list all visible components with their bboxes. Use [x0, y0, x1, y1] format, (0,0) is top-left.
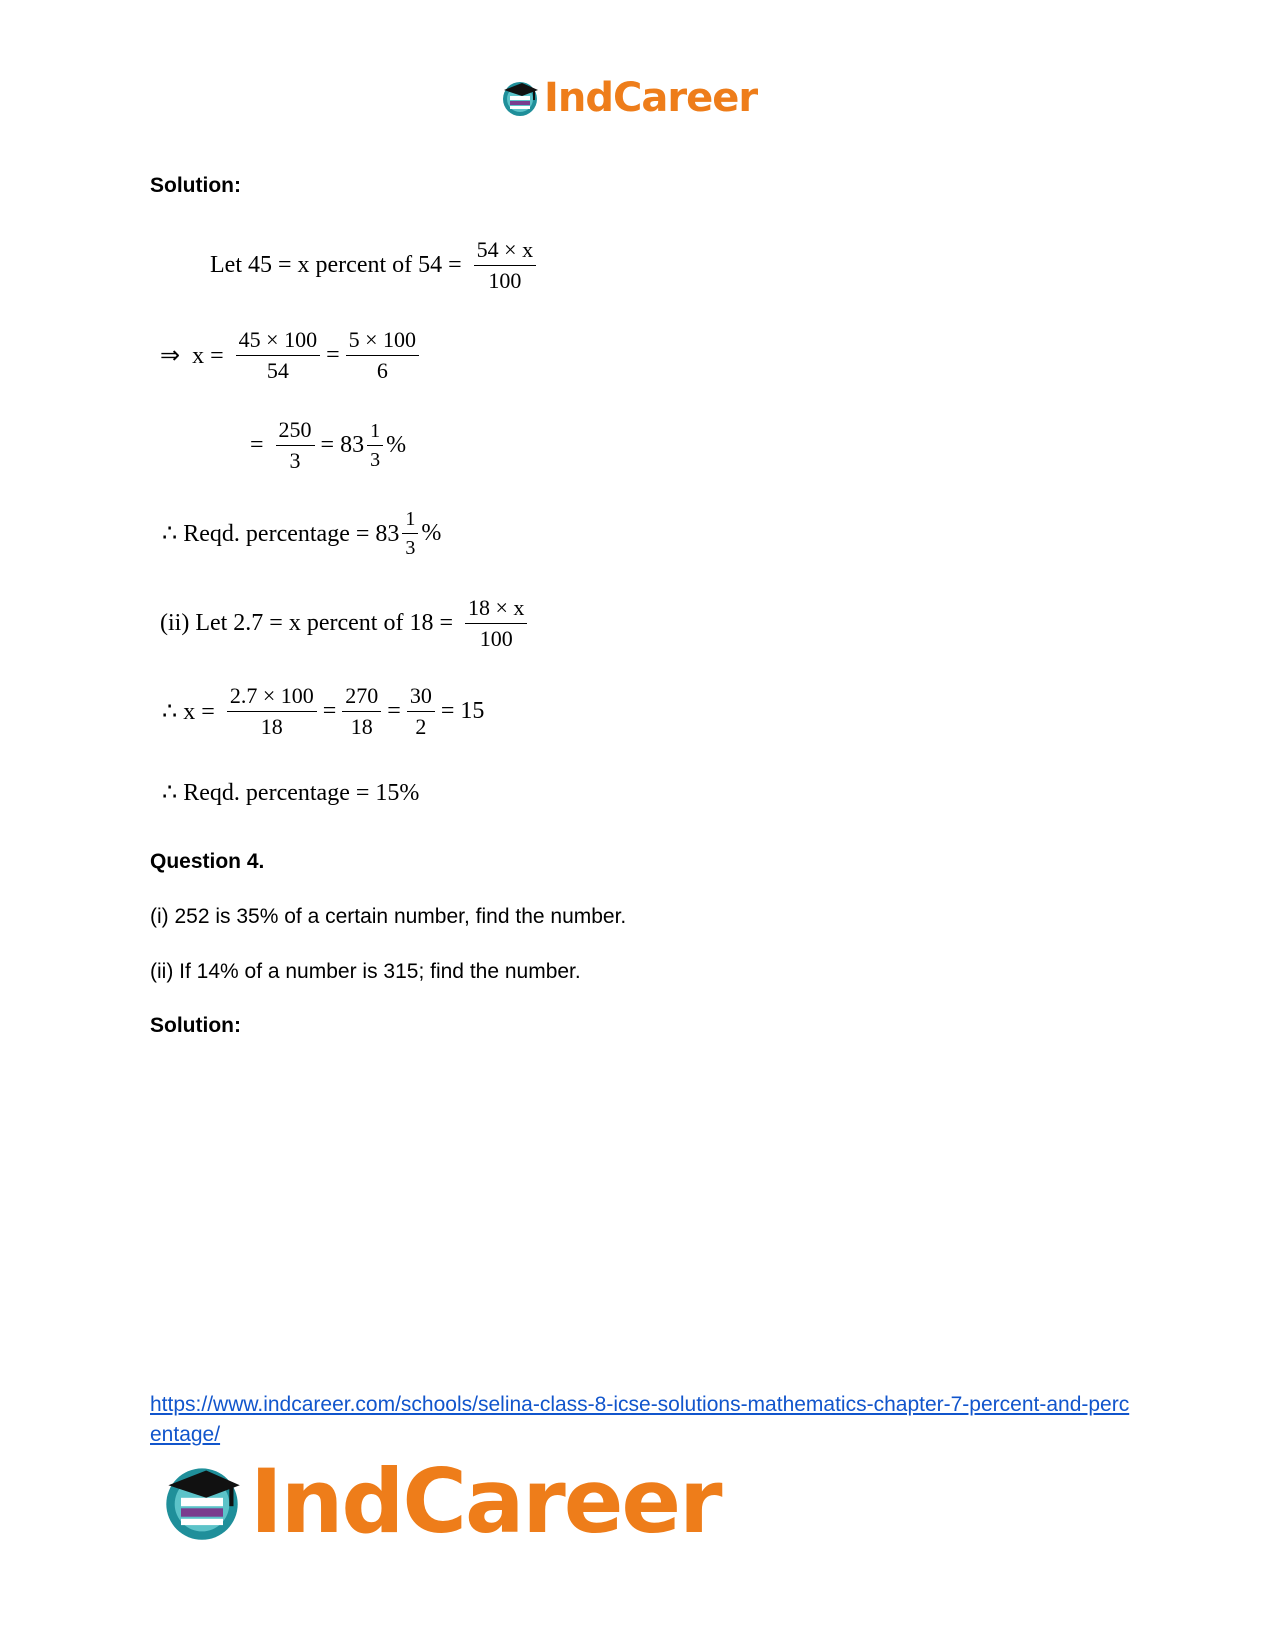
- percent-sign: %: [421, 520, 442, 546]
- numerator: 1: [367, 420, 383, 446]
- math-line-7: [162, 778, 419, 807]
- math-text: (ii) Let 2.7 = x percent of 18 =: [160, 610, 459, 637]
- logo-wordmark: IndCareer: [544, 75, 758, 121]
- source-link[interactable]: https://www.indcareer.com/schools/selina-class-8-icse-solutions-mathematics-chapter-7-percent-and-percentage/: [150, 1393, 1130, 1446]
- math-line-1: [210, 238, 542, 293]
- graduation-cap-logo-icon: [500, 78, 540, 118]
- percent-sign: %: [386, 432, 407, 459]
- fraction: [407, 684, 435, 739]
- math-text: ∴ x =: [162, 699, 221, 726]
- solution-heading-2: Solution:: [150, 1014, 241, 1037]
- denominator: 54: [266, 358, 289, 384]
- footer-logo: [160, 1450, 721, 1553]
- denominator: 18: [350, 714, 373, 740]
- denominator: 2: [415, 714, 427, 740]
- math-text: ∴ Reqd. percentage = 15%: [162, 780, 420, 806]
- graduation-cap-logo-icon: [160, 1460, 244, 1544]
- math-line-4: [162, 508, 441, 559]
- math-text: Let 45 = x percent of 54 =: [210, 252, 468, 279]
- numerator: 45 × 100: [236, 328, 320, 356]
- fraction: [474, 238, 536, 293]
- numerator: 5 × 100: [346, 328, 419, 356]
- solution-heading: Solution:: [150, 174, 241, 197]
- math-line-5: [160, 596, 533, 651]
- header-logo: [500, 75, 758, 121]
- question-part-2: (ii) If 14% of a number is 315; find the number.: [150, 960, 581, 983]
- equals-sign: =: [322, 698, 337, 725]
- math-text: ⇒ x =: [160, 343, 230, 370]
- denominator: 6: [376, 358, 388, 384]
- math-text: = 15: [440, 698, 485, 725]
- denominator: 3: [289, 448, 301, 474]
- logo-wordmark: IndCareer: [250, 1450, 721, 1553]
- denominator: 100: [479, 626, 513, 652]
- fraction: [276, 418, 315, 473]
- numerator: 1: [402, 508, 418, 534]
- fraction: [367, 420, 383, 471]
- math-line-2: [160, 328, 425, 383]
- fraction: [346, 328, 419, 383]
- numerator: 18 × x: [465, 596, 527, 624]
- math-line-3: [250, 418, 406, 473]
- math-text: = 83: [320, 432, 365, 459]
- question-part-1: (i) 252 is 35% of a certain number, find the number.: [150, 905, 627, 928]
- math-line-6: [162, 684, 484, 739]
- numerator: 2.7 × 100: [227, 684, 317, 712]
- numerator: 54 × x: [474, 238, 536, 266]
- fraction: [342, 684, 381, 739]
- denominator: 18: [260, 714, 283, 740]
- equals-sign: =: [387, 698, 401, 725]
- fraction: [402, 508, 418, 559]
- fraction: [236, 328, 320, 383]
- question-heading: Question 4.: [150, 850, 265, 873]
- denominator: 3: [370, 449, 381, 472]
- fraction: [227, 684, 317, 739]
- equals-sign: =: [326, 342, 340, 369]
- numerator: 30: [407, 684, 435, 712]
- math-text: ∴ Reqd. percentage = 83: [162, 521, 400, 547]
- denominator: 3: [405, 537, 416, 559]
- fraction: [465, 596, 527, 651]
- denominator: 100: [488, 268, 522, 294]
- numerator: 270: [342, 684, 381, 712]
- math-text: =: [250, 432, 270, 459]
- numerator: 250: [276, 418, 315, 446]
